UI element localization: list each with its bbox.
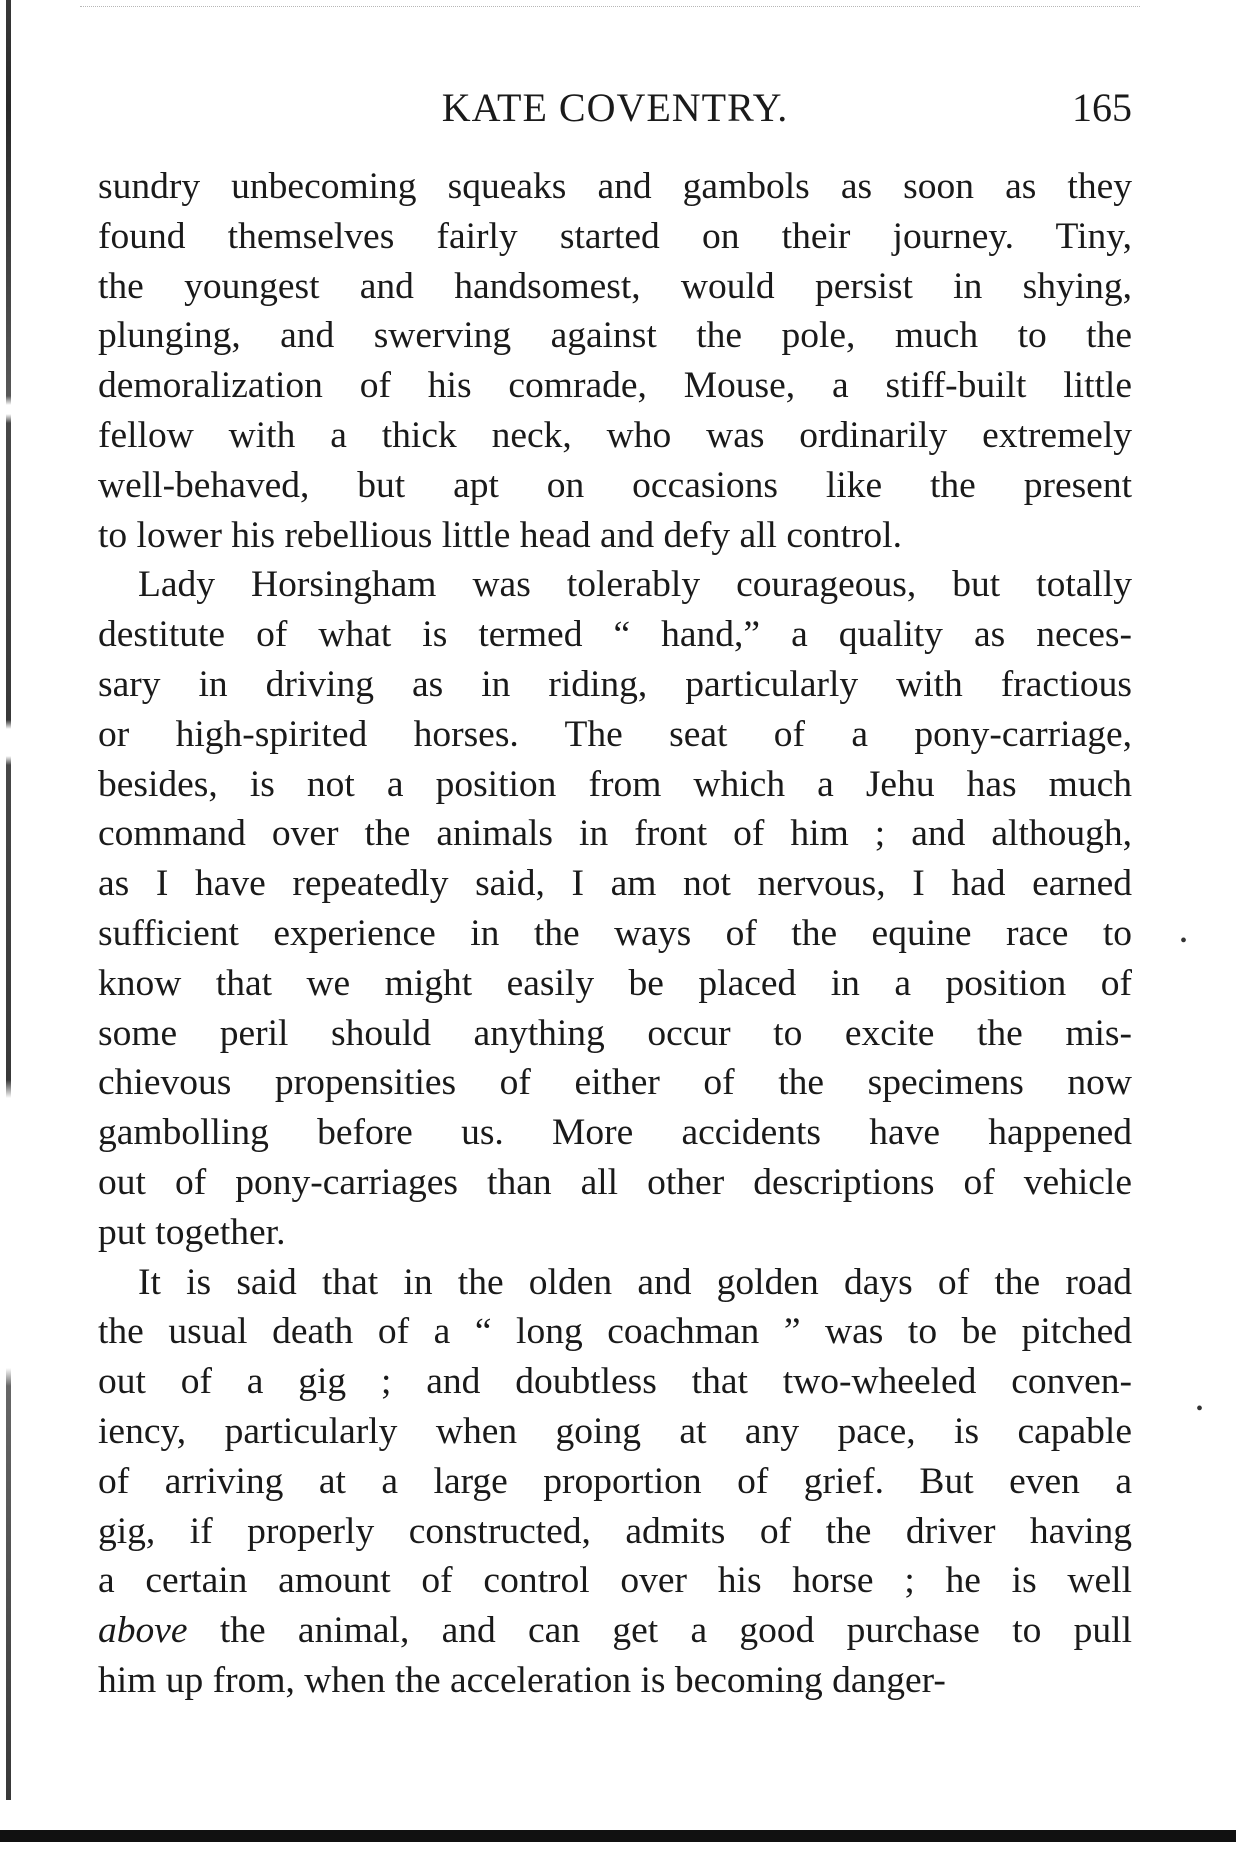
text-line: of arriving at a large proportion of grief. But even a (98, 1460, 1132, 1502)
text-line: command over the animals in front of him ; and although, (98, 813, 1132, 855)
text-line: the youngest and handsomest, would persist in shying, (98, 265, 1132, 307)
text-line: a certain amount of control over his horse ; he is well (98, 1560, 1132, 1602)
text-line: gig, if properly constructed, admits of the driver having (98, 1510, 1132, 1552)
text-line: plunging, and swerving against the pole, much to the (98, 315, 1132, 357)
text-line: fellow with a thick neck, who was ordinarily extremely (98, 414, 1132, 456)
text-line: him up from, when the acceleration is becoming danger- (98, 1659, 946, 1701)
text-line: demoralization of his comrade, Mouse, a stiff-built little (98, 365, 1132, 407)
text-line: out of pony-carriages than all other descriptions of vehicle (98, 1161, 1132, 1203)
text-line: know that we might easily be placed in a position of (98, 962, 1132, 1004)
text-line: well-behaved, but apt on occasions like the present (98, 464, 1132, 506)
paragraph (98, 560, 1132, 1257)
body-text (98, 162, 1132, 1706)
scan-edge-top (80, 6, 1140, 11)
text-line: sufficient experience in the ways of the equine race to (98, 912, 1132, 954)
text-line: the usual death of a “ long coachman ” was to be pitched (98, 1311, 1132, 1353)
text-line: sundry unbecoming squeaks and gambols as soon as they (98, 166, 1132, 207)
text-line: above the animal, and can get a good purchase to pull (98, 1610, 1132, 1652)
text-line: as I have repeatedly said, I am not nervous, I had earned (98, 863, 1132, 905)
text-line: sary in driving as in riding, particularly with fractious (98, 663, 1132, 705)
text-line: It is said that in the olden and golden days of the road (138, 1261, 1132, 1303)
page-header (98, 84, 1132, 134)
scan-speck: • (1196, 1398, 1204, 1420)
text-line: chievous propensities of either of the specimens now (98, 1062, 1132, 1104)
page-number: 165 (1072, 85, 1132, 130)
text-line: out of a gig ; and doubtless that two-wheeled conven- (98, 1361, 1132, 1403)
text-line: to lower his rebellious little head and defy all control. (98, 514, 902, 556)
paragraph (98, 1258, 1132, 1706)
running-title: KATE COVENTRY. (441, 85, 789, 130)
scan-speck: • (1180, 930, 1188, 952)
scan-edge-left (6, 0, 11, 1800)
text-line: some peril should anything occur to excite the mis- (98, 1012, 1132, 1054)
text-line: iency, particularly when going at any pace, is capable (98, 1410, 1132, 1452)
text-line: destitute of what is termed “ hand,” a quality as neces- (98, 614, 1132, 656)
text-line: or high-spirited horses. The seat of a pony-carriage, (98, 713, 1132, 755)
text-line: found themselves fairly started on their journey. Tiny, (98, 215, 1132, 257)
text-line: besides, is not a position from which a Jehu has much (98, 763, 1132, 805)
text-line: put together. (98, 1211, 286, 1253)
scan-edge-bottom (0, 1830, 1236, 1842)
paragraph (98, 162, 1132, 560)
text-line: gambolling before us. More accidents have happened (98, 1112, 1132, 1154)
text-line: Lady Horsingham was tolerably courageous, but totally (138, 564, 1132, 606)
